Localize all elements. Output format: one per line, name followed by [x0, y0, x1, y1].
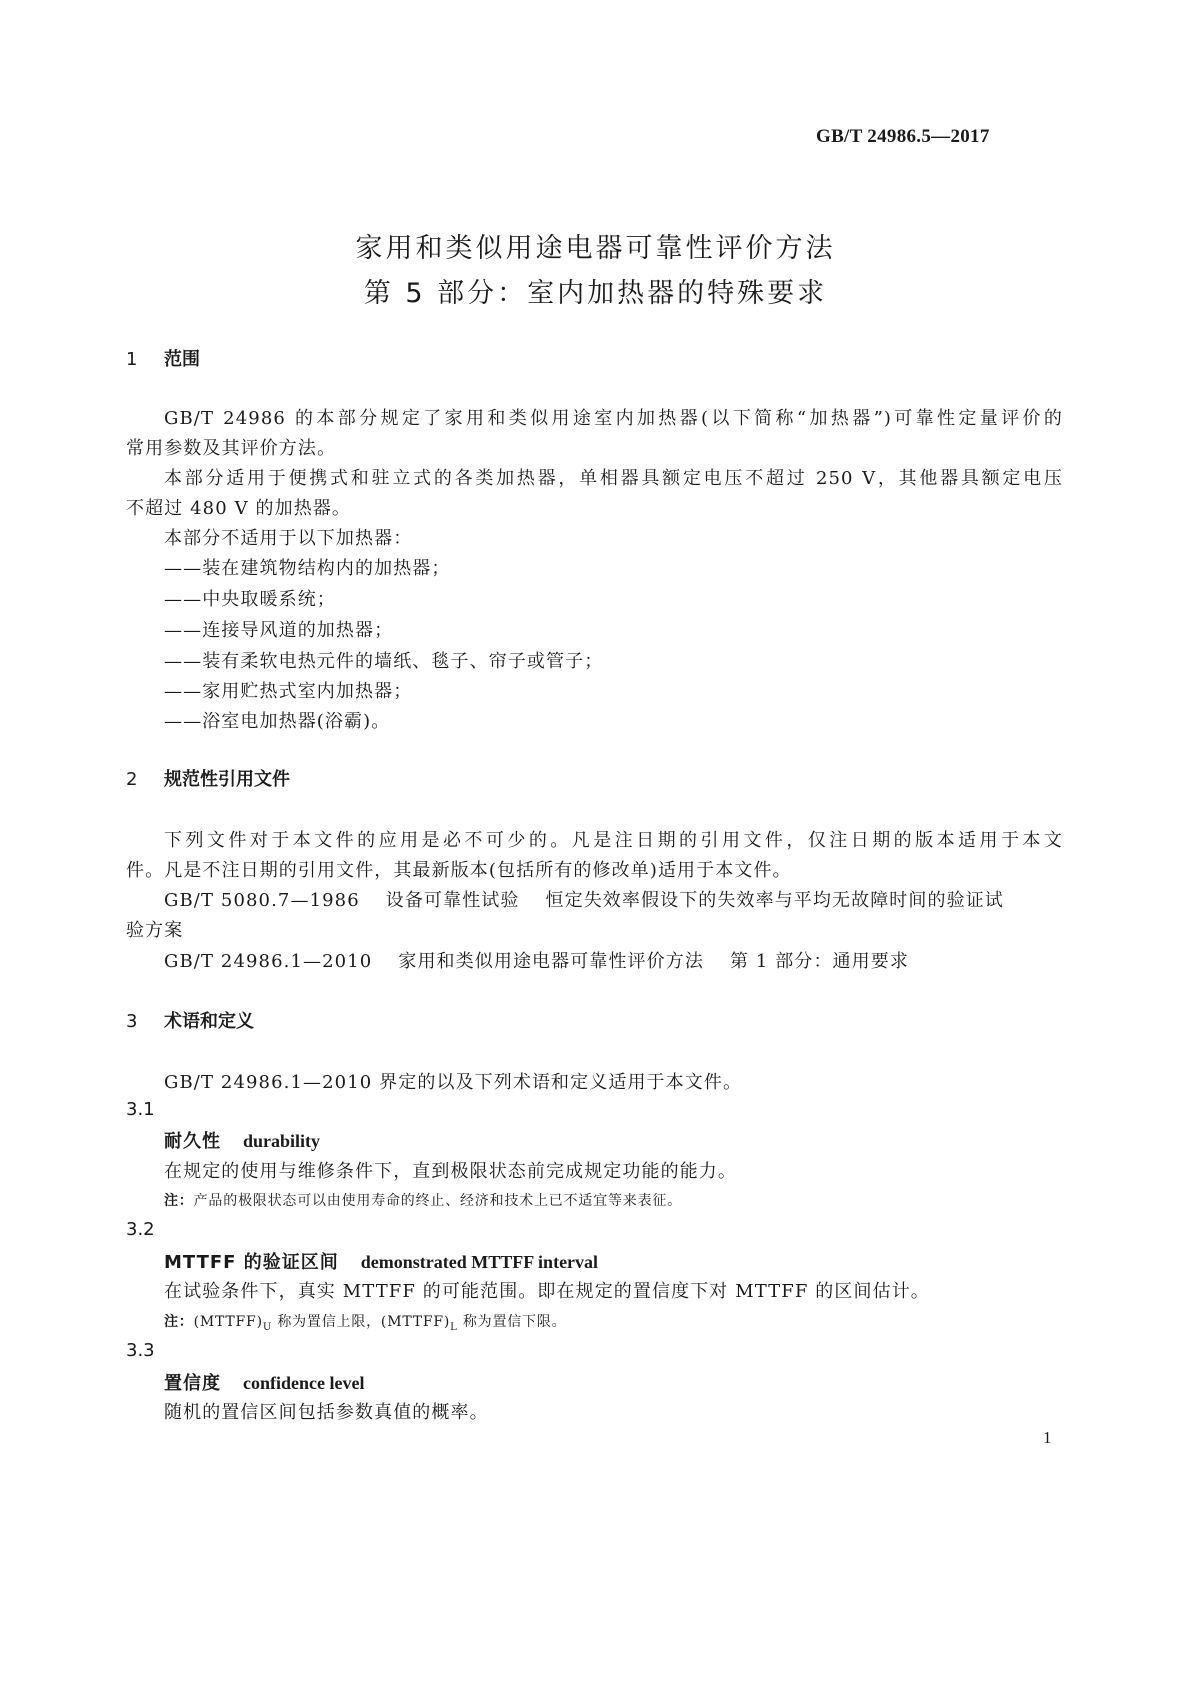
term-3-3-zh: 置信度 [164, 1373, 221, 1394]
reference-1-line2: 验方案 [126, 920, 184, 941]
note-subscript-u: U [262, 1321, 273, 1333]
page-number: 1 [1043, 1428, 1052, 1447]
term-3-3-definition: 随机的置信区间包括参数真值的概率。 [164, 1402, 489, 1423]
section-3-number: 3 [126, 1011, 138, 1032]
document-title-line1: 家用和类似用途电器可靠性评价方法 [355, 233, 836, 264]
note-text-a: (MTTFF) [193, 1314, 263, 1330]
term-3-1-definition: 在规定的使用与维修条件下，直到极限状态前完成规定功能的能力。 [164, 1161, 737, 1182]
scope-para2-line2: 不超过 480 V 的加热器。 [126, 498, 352, 519]
term-3-2-en: demonstrated MTTFF interval [360, 1252, 599, 1272]
note-subscript-l: L [450, 1321, 458, 1333]
note-label: 注： [164, 1314, 194, 1330]
reference-2-code: GB/T 24986.1—2010 [164, 951, 373, 972]
scope-para1-line2: 常用参数及其评价方法。 [126, 438, 337, 459]
standard-code: GB/T 24986.5—2017 [816, 126, 990, 147]
note-text-c: 称为置信下限。 [457, 1314, 567, 1330]
section-1-title: 范围 [164, 349, 200, 370]
scope-para1-line1: GB/T 24986 的本部分规定了家用和类似用途室内加热器(以下简称“加热器”)可靠性定量评价的 [164, 408, 1063, 429]
references-para1-line1: 下列文件对于本文件的应用是必不可少的。凡是注日期的引用文件，仅注日期的版本适用于本文 [164, 830, 1063, 851]
term-demonstrated-mttff-interval [164, 1248, 598, 1274]
reference-1 [164, 886, 1004, 912]
term-confidence-level [164, 1369, 364, 1395]
note-label: 注： [164, 1193, 194, 1209]
term-3-1-en: durability [243, 1131, 321, 1151]
term-3-2-zh: MTTFF 的验证区间 [164, 1252, 339, 1273]
term-3-2-note [164, 1311, 566, 1333]
exclusion-item: ——装在建筑物结构内的加热器； [164, 558, 451, 579]
document-title-line2: 第 5 部分：室内加热器的特殊要求 [363, 278, 828, 309]
section-3-heading [126, 1007, 254, 1033]
exclusion-item: ——浴室电加热器(浴霸)。 [164, 711, 391, 732]
terms-intro: GB/T 24986.1—2010 界定的以及下列术语和定义适用于本文件。 [164, 1072, 743, 1093]
section-2-title: 规范性引用文件 [164, 769, 290, 790]
note-text-b: 称为置信上限，(MTTFF) [272, 1314, 451, 1330]
term-durability [164, 1127, 320, 1153]
term-3-1-note [164, 1190, 682, 1210]
exclusion-item: ——连接导风道的加热器； [164, 620, 394, 641]
section-2-heading [126, 765, 290, 791]
section-1-heading [126, 345, 200, 371]
references-para1-line2: 件。凡是不注日期的引用文件，其最新版本(包括所有的修改单)适用于本文件。 [126, 860, 792, 881]
term-3-1-zh: 耐久性 [164, 1131, 221, 1152]
note-text: 产品的极限状态可以由使用寿命的终止、经济和技术上已不适宜等来表征。 [193, 1193, 683, 1209]
section-3-title: 术语和定义 [164, 1011, 254, 1032]
section-1-number: 1 [126, 349, 138, 370]
reference-1-title-a: 设备可靠性试验 [385, 890, 520, 911]
reference-2 [164, 947, 909, 973]
exclusion-item: ——中央取暖系统； [164, 589, 336, 610]
reference-1-code: GB/T 5080.7—1986 [164, 890, 360, 911]
scope-para2-line1: 本部分适用于便携式和驻立式的各类加热器，单相器具额定电压不超过 250 V，其他器具额定电压 [164, 468, 1063, 489]
clause-3-2-number: 3.2 [126, 1219, 155, 1240]
exclusion-item: ——装有柔软电热元件的墙纸、毯子、帘子或管子； [164, 651, 604, 672]
term-3-2-definition: 在试验条件下，真实 MTTFF 的可能范围。即在规定的置信度下对 MTTFF 的区间估计。 [164, 1281, 930, 1302]
clause-3-1-number: 3.1 [126, 1099, 155, 1120]
section-2-number: 2 [126, 769, 138, 790]
term-3-3-en: confidence level [243, 1373, 365, 1393]
clause-3-3-number: 3.3 [126, 1340, 155, 1361]
reference-2-title-b: 第 1 部分：通用要求 [729, 951, 909, 972]
scope-para3: 本部分不适用于以下加热器： [164, 528, 413, 549]
reference-2-title-a: 家用和类似用途电器可靠性评价方法 [398, 951, 704, 972]
exclusion-item: ——家用贮热式室内加热器； [164, 681, 413, 702]
reference-1-title-b: 恒定失效率假设下的失效率与平均无故障时间的验证试 [545, 890, 1004, 911]
